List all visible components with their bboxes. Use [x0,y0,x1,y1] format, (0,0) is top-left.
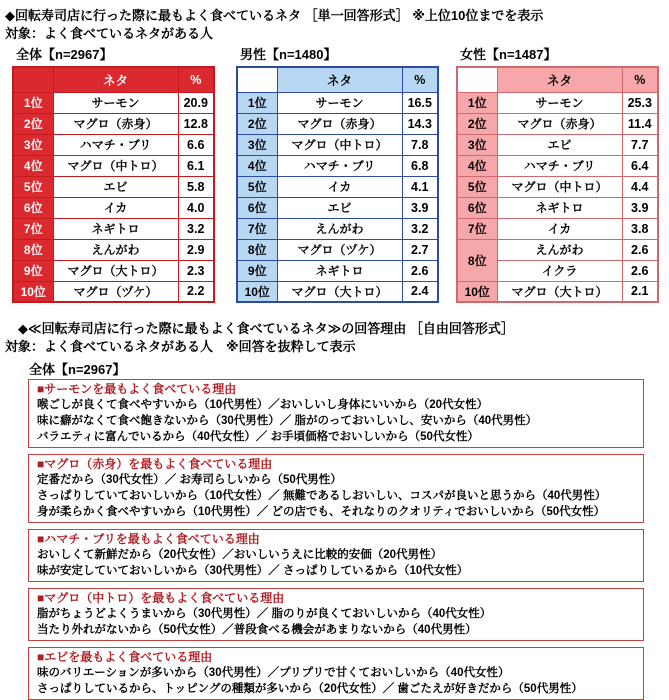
rank-cell: 7位 [13,218,53,239]
percent-cell: 6.4 [622,155,658,176]
rank-cell: 10位 [457,281,497,302]
ranking-table-dansei [236,66,439,303]
neta-cell: イカ [497,218,622,239]
neta-cell: マグロ（中トロ） [277,134,402,155]
table-row [237,281,438,302]
table-row [457,134,658,155]
corner-cell [237,67,277,92]
column-header-percent: % [178,67,214,92]
percent-cell: 3.2 [402,218,438,239]
rank-cell: 3位 [13,134,53,155]
rank-cell: 1位 [237,92,277,113]
percent-cell: 4.4 [622,176,658,197]
rank-cell: 2位 [237,113,277,134]
neta-cell: エビ [497,134,622,155]
reason-box-title: ■ハマチ・ブリを最もよく食べている理由 [37,532,260,546]
table-row [457,176,658,197]
reason-box [28,379,644,448]
table-row [237,176,438,197]
reason-box-title: ■マグロ（赤身）を最もよく食べている理由 [37,457,273,471]
rank-cell: 5位 [457,176,497,197]
table-row [237,239,438,260]
section2-title: ◆≪回転寿司店に行った際に最もよく食べているネタ≫の回答理由 ［自由回答形式］ [18,321,514,336]
table-row [13,260,214,281]
neta-cell: えんがわ [277,218,402,239]
percent-cell: 2.6 [622,239,658,260]
table-row [237,218,438,239]
reason-line: おいしくて新鮮だから（20代女性）／おいしいうえに比較的安価（20代男性） [37,549,443,561]
neta-cell: ハマチ・ブリ [497,155,622,176]
percent-cell: 4.0 [178,197,214,218]
reason-line: 味に癖がなくて食べ飽きないから（30代男性）／ 脂がのっておいしいし、安いから（40代男性） [37,415,538,427]
reason-box [28,529,644,582]
table-row [457,197,658,218]
rank-cell: 6位 [457,197,497,218]
ranking-table-zentai [12,66,215,303]
percent-cell: 4.1 [402,176,438,197]
table-row [237,197,438,218]
table-label-dansei: 男性【n=1480】 [240,47,337,62]
percent-cell: 2.1 [622,281,658,302]
reason-boxes [28,379,644,700]
reason-box-title: ■サーモンを最もよく食べている理由 [37,382,237,396]
rank-cell: 3位 [237,134,277,155]
table-row [237,155,438,176]
percent-cell: 11.4 [622,113,658,134]
rank-cell: 1位 [457,92,497,113]
neta-cell: マグロ（大トロ） [277,281,402,302]
percent-cell: 2.6 [622,260,658,281]
section1-target: 対象：よく食べているネタがある人 [5,26,214,41]
table-row [13,113,214,134]
percent-cell: 3.8 [622,218,658,239]
table-row [237,260,438,281]
reason-line: さっぱりしていておいしいから（10代女性）／ 無難であるしおいしい、コスパが良いと思うから（40代男性） [37,490,607,502]
table-label-josei: 女性【n=1487】 [460,47,557,62]
neta-cell: マグロ（大トロ） [497,281,622,302]
table-row [457,155,658,176]
neta-cell: サーモン [277,92,402,113]
neta-cell: イクラ [497,260,622,281]
percent-cell: 2.4 [402,281,438,302]
percent-cell: 3.9 [402,197,438,218]
neta-cell: マグロ（赤身） [53,113,178,134]
neta-cell: ネギトロ [277,260,402,281]
reason-line: 定番だから（30代女性）／ お寿司らしいから（50代男性） [37,474,342,486]
reason-line: 当たり外れがないから（50代女性）／普段食べる機会があまりないから（40代男性） [37,624,477,636]
percent-cell: 16.5 [402,92,438,113]
column-header-percent: % [622,67,658,92]
rank-cell: 6位 [237,197,277,218]
neta-cell: マグロ（赤身） [497,113,622,134]
ranking-table-block-zentai [12,44,214,303]
percent-cell: 2.2 [178,281,214,302]
percent-cell: 7.8 [402,134,438,155]
table-row [237,113,438,134]
neta-cell: えんがわ [53,239,178,260]
percent-cell: 12.8 [178,113,214,134]
section1-title: ◆回転寿司店に行った際に最もよく食べているネタ ［単一回答形式］ ※上位10位までを表示 [5,8,544,23]
percent-cell: 20.9 [178,92,214,113]
percent-cell: 3.2 [178,218,214,239]
rank-cell: 9位 [13,260,53,281]
neta-cell: えんがわ [497,239,622,260]
table-header-row [457,67,658,92]
rank-cell: 3位 [457,134,497,155]
rank-cell: 6位 [13,197,53,218]
corner-cell [457,67,497,92]
neta-cell: マグロ（ヅケ） [53,281,178,302]
rank-cell: 4位 [13,155,53,176]
neta-cell: イカ [53,197,178,218]
table-row [13,218,214,239]
neta-cell: イカ [277,176,402,197]
neta-cell: マグロ（大トロ） [53,260,178,281]
neta-cell: マグロ（ヅケ） [277,239,402,260]
reason-line: 身が柔らかく食べやすいから（10代男性）／ どの店でも、それなりのクオリティでおいしいから（50代女性） [37,506,606,518]
reason-line: さっぱりしているから、トッピングの種類が多いから（20代女性）／ 歯ごたえが好きだから（50代男性） [37,683,583,695]
table-row [457,239,658,260]
ranking-table-block-josei [456,44,658,303]
table-row [457,218,658,239]
neta-cell: ハマチ・ブリ [277,155,402,176]
reason-box [28,454,644,523]
rank-cell: 5位 [13,176,53,197]
ranking-table-block-dansei [236,44,438,303]
table-row [13,176,214,197]
reason-line: 味のバリエーションが多いから（30代男性）／プリプリで甘くておいしいから（40代女性） [37,667,510,679]
neta-cell: ハマチ・ブリ [53,134,178,155]
reason-box [28,588,644,641]
column-header-neta: ネタ [497,67,622,92]
percent-cell: 7.7 [622,134,658,155]
rank-cell: 10位 [13,281,53,302]
table-row [13,281,214,302]
percent-cell: 6.6 [178,134,214,155]
table-row [13,92,214,113]
table-label-zentai: 全体【n=2967】 [16,47,113,62]
rank-cell: 2位 [457,113,497,134]
column-header-neta: ネタ [53,67,178,92]
percent-cell: 3.9 [622,197,658,218]
percent-cell: 2.7 [402,239,438,260]
reason-line: 脂がちょうどよくうまいから（30代男性）／ 脂のりが良くておいしいから（40代女性） [37,608,492,620]
rank-cell: 8位 [457,239,497,281]
table-row [13,239,214,260]
percent-cell: 2.3 [178,260,214,281]
corner-cell [13,67,53,92]
ranking-table-josei [456,66,659,303]
neta-cell: マグロ（赤身） [277,113,402,134]
reason-box-title: ■エビを最もよく食べている理由 [37,650,213,664]
table-row [457,92,658,113]
neta-cell: マグロ（中トロ） [497,176,622,197]
percent-cell: 5.8 [178,176,214,197]
percent-cell: 6.1 [178,155,214,176]
rank-cell: 7位 [237,218,277,239]
percent-cell: 25.3 [622,92,658,113]
rank-cell: 10位 [237,281,277,302]
reason-line: バラエティに富んでいるから（40代女性）／ お手頃価格でおいしいから（50代女性） [37,431,479,443]
neta-cell: エビ [53,176,178,197]
rank-cell: 1位 [13,92,53,113]
neta-cell: ネギトロ [53,218,178,239]
table-row [457,113,658,134]
rank-cell: 5位 [237,176,277,197]
table-header-row [237,67,438,92]
rank-cell: 9位 [237,260,277,281]
rank-cell: 4位 [457,155,497,176]
table-row [13,197,214,218]
rank-cell: 8位 [237,239,277,260]
reason-box-title: ■マグロ（中トロ）を最もよく食べている理由 [37,591,285,605]
rank-cell: 7位 [457,218,497,239]
reason-box [28,647,644,700]
neta-cell: エビ [277,197,402,218]
column-header-neta: ネタ [277,67,402,92]
reason-line: 喉ごしが良くて食べやすいから（10代男性）／おいしいし身体にいいから（20代女性） [37,399,489,411]
rank-cell: 4位 [237,155,277,176]
percent-cell: 6.8 [402,155,438,176]
table-row [13,155,214,176]
neta-cell: ネギトロ [497,197,622,218]
neta-cell: サーモン [497,92,622,113]
table-row [457,281,658,302]
percent-cell: 2.6 [402,260,438,281]
table-row [237,92,438,113]
rank-cell: 8位 [13,239,53,260]
section2-target: 対象：よく食べているネタがある人 ※回答を抜粋して表示 [5,339,356,354]
reason-line: 味が安定していておいしいから（30代男性）／ さっぱりしているから（10代女性） [37,565,469,577]
percent-cell: 2.9 [178,239,214,260]
neta-cell: サーモン [53,92,178,113]
neta-cell: マグロ（中トロ） [53,155,178,176]
table-header-row [13,67,214,92]
section2-sample-label: 全体【n=2967】 [29,362,126,377]
column-header-percent: % [402,67,438,92]
percent-cell: 14.3 [402,113,438,134]
rank-cell: 2位 [13,113,53,134]
table-row [13,134,214,155]
table-row [237,134,438,155]
